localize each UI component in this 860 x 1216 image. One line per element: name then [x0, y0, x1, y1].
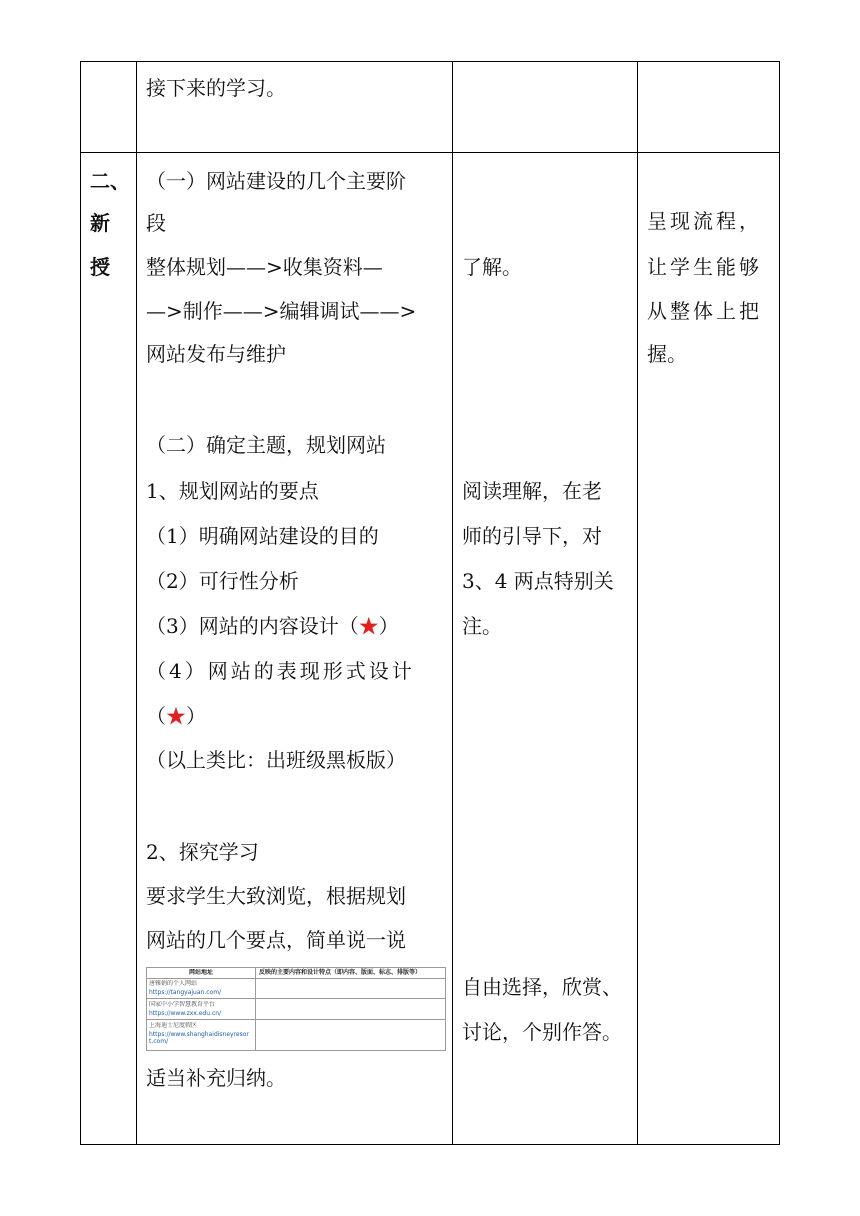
activity-2-line1: 阅读理解，在老: [462, 479, 602, 503]
mini-header-desc: 反映的主要内容和设计特点（即内容、版面、标志、排版等）: [259, 969, 422, 976]
col-border-3: [637, 61, 638, 1145]
star-icon: ★: [166, 704, 186, 728]
mini-row-url[interactable]: https://www.shanghaidisneyresort.com/: [149, 1031, 249, 1045]
section-label-3: 授: [90, 255, 110, 279]
website-list-table: [146, 967, 446, 1051]
activity-2-line4: 注。: [462, 614, 502, 638]
point-4-open: （: [146, 704, 166, 728]
intent-line1: 呈现流程，: [647, 209, 762, 233]
col-border-2: [452, 61, 453, 1145]
closing-line: 适当补充归纳。: [146, 1066, 286, 1090]
mini-row-name: 上海迪士尼度假区: [149, 1022, 198, 1029]
col-border-right: [779, 61, 780, 1145]
mini-row: [147, 1020, 445, 1049]
mini-row: [147, 999, 445, 1020]
top-row-content: 接下来的学习。: [146, 76, 286, 100]
explore-heading: 2、探究学习: [146, 840, 259, 864]
col-border-1: [136, 61, 137, 1145]
analogy-note: （以上类比：出班级黑板版）: [146, 748, 406, 772]
part1-flow-line2: —>制作——>编辑调试——>: [146, 299, 417, 323]
point-4: （4）网站的表现形式设计: [146, 659, 415, 683]
mini-row-url[interactable]: https://tangyajuan.com/: [149, 989, 222, 996]
part1-flow-line1: 整体规划——>收集资料—: [146, 255, 383, 279]
intent-line3: 从整体上把: [647, 299, 762, 323]
mini-row: [147, 978, 445, 999]
mini-row-url[interactable]: https://www.zxx.edu.cn/: [149, 1010, 222, 1017]
mini-row-name: 国家中小学智慧教育平台: [149, 1001, 216, 1008]
row-divider: [80, 152, 780, 153]
star-icon: ★: [358, 614, 379, 638]
explore-text-line1: 要求学生大致浏览，根据规划: [146, 884, 406, 908]
mini-column-divider: [255, 968, 256, 1050]
mini-row-name: 唐雅娟的个人网站: [149, 980, 198, 987]
point-1: （1）明确网站建设的目的: [146, 524, 379, 548]
point-3-close: ）: [378, 614, 399, 638]
activity-3-line1: 自由选择，欣赏、: [462, 975, 622, 999]
part2-heading: 1、规划网站的要点: [146, 479, 319, 503]
table-bottom-border: [80, 1144, 780, 1145]
point-4-close: ）: [186, 704, 206, 728]
activity-3-line2: 讨论，个别作答。: [462, 1020, 622, 1044]
section-label-1: 二、: [90, 169, 130, 193]
activity-1: 了解。: [462, 255, 522, 279]
col-border-left: [80, 61, 81, 1145]
point-3-text: （3）网站的内容设计（: [146, 614, 359, 638]
activity-2-line2: 师的引导下，对: [462, 524, 602, 548]
part2-title: （二）确定主题，规划网站: [146, 433, 386, 457]
mini-header-address: 网站地址: [188, 969, 213, 976]
intent-line2: 让学生能够: [647, 255, 762, 279]
intent-line4: 握。: [647, 342, 687, 366]
point-2: （2）可行性分析: [146, 569, 299, 593]
table-top-border: [80, 61, 780, 62]
section-label-2: 新: [90, 211, 110, 235]
explore-text-line2: 网站的几个要点，简单说一说: [146, 928, 406, 952]
activity-2-line3: 3、4 两点特别关: [462, 569, 614, 593]
part1-title-line2: 段: [146, 211, 166, 235]
point-3-line: [146, 615, 399, 637]
point-4-star-line: [146, 705, 206, 727]
part1-flow-line3: 网站发布与维护: [146, 342, 286, 366]
part1-title-line1: （一）网站建设的几个主要阶: [146, 169, 406, 193]
